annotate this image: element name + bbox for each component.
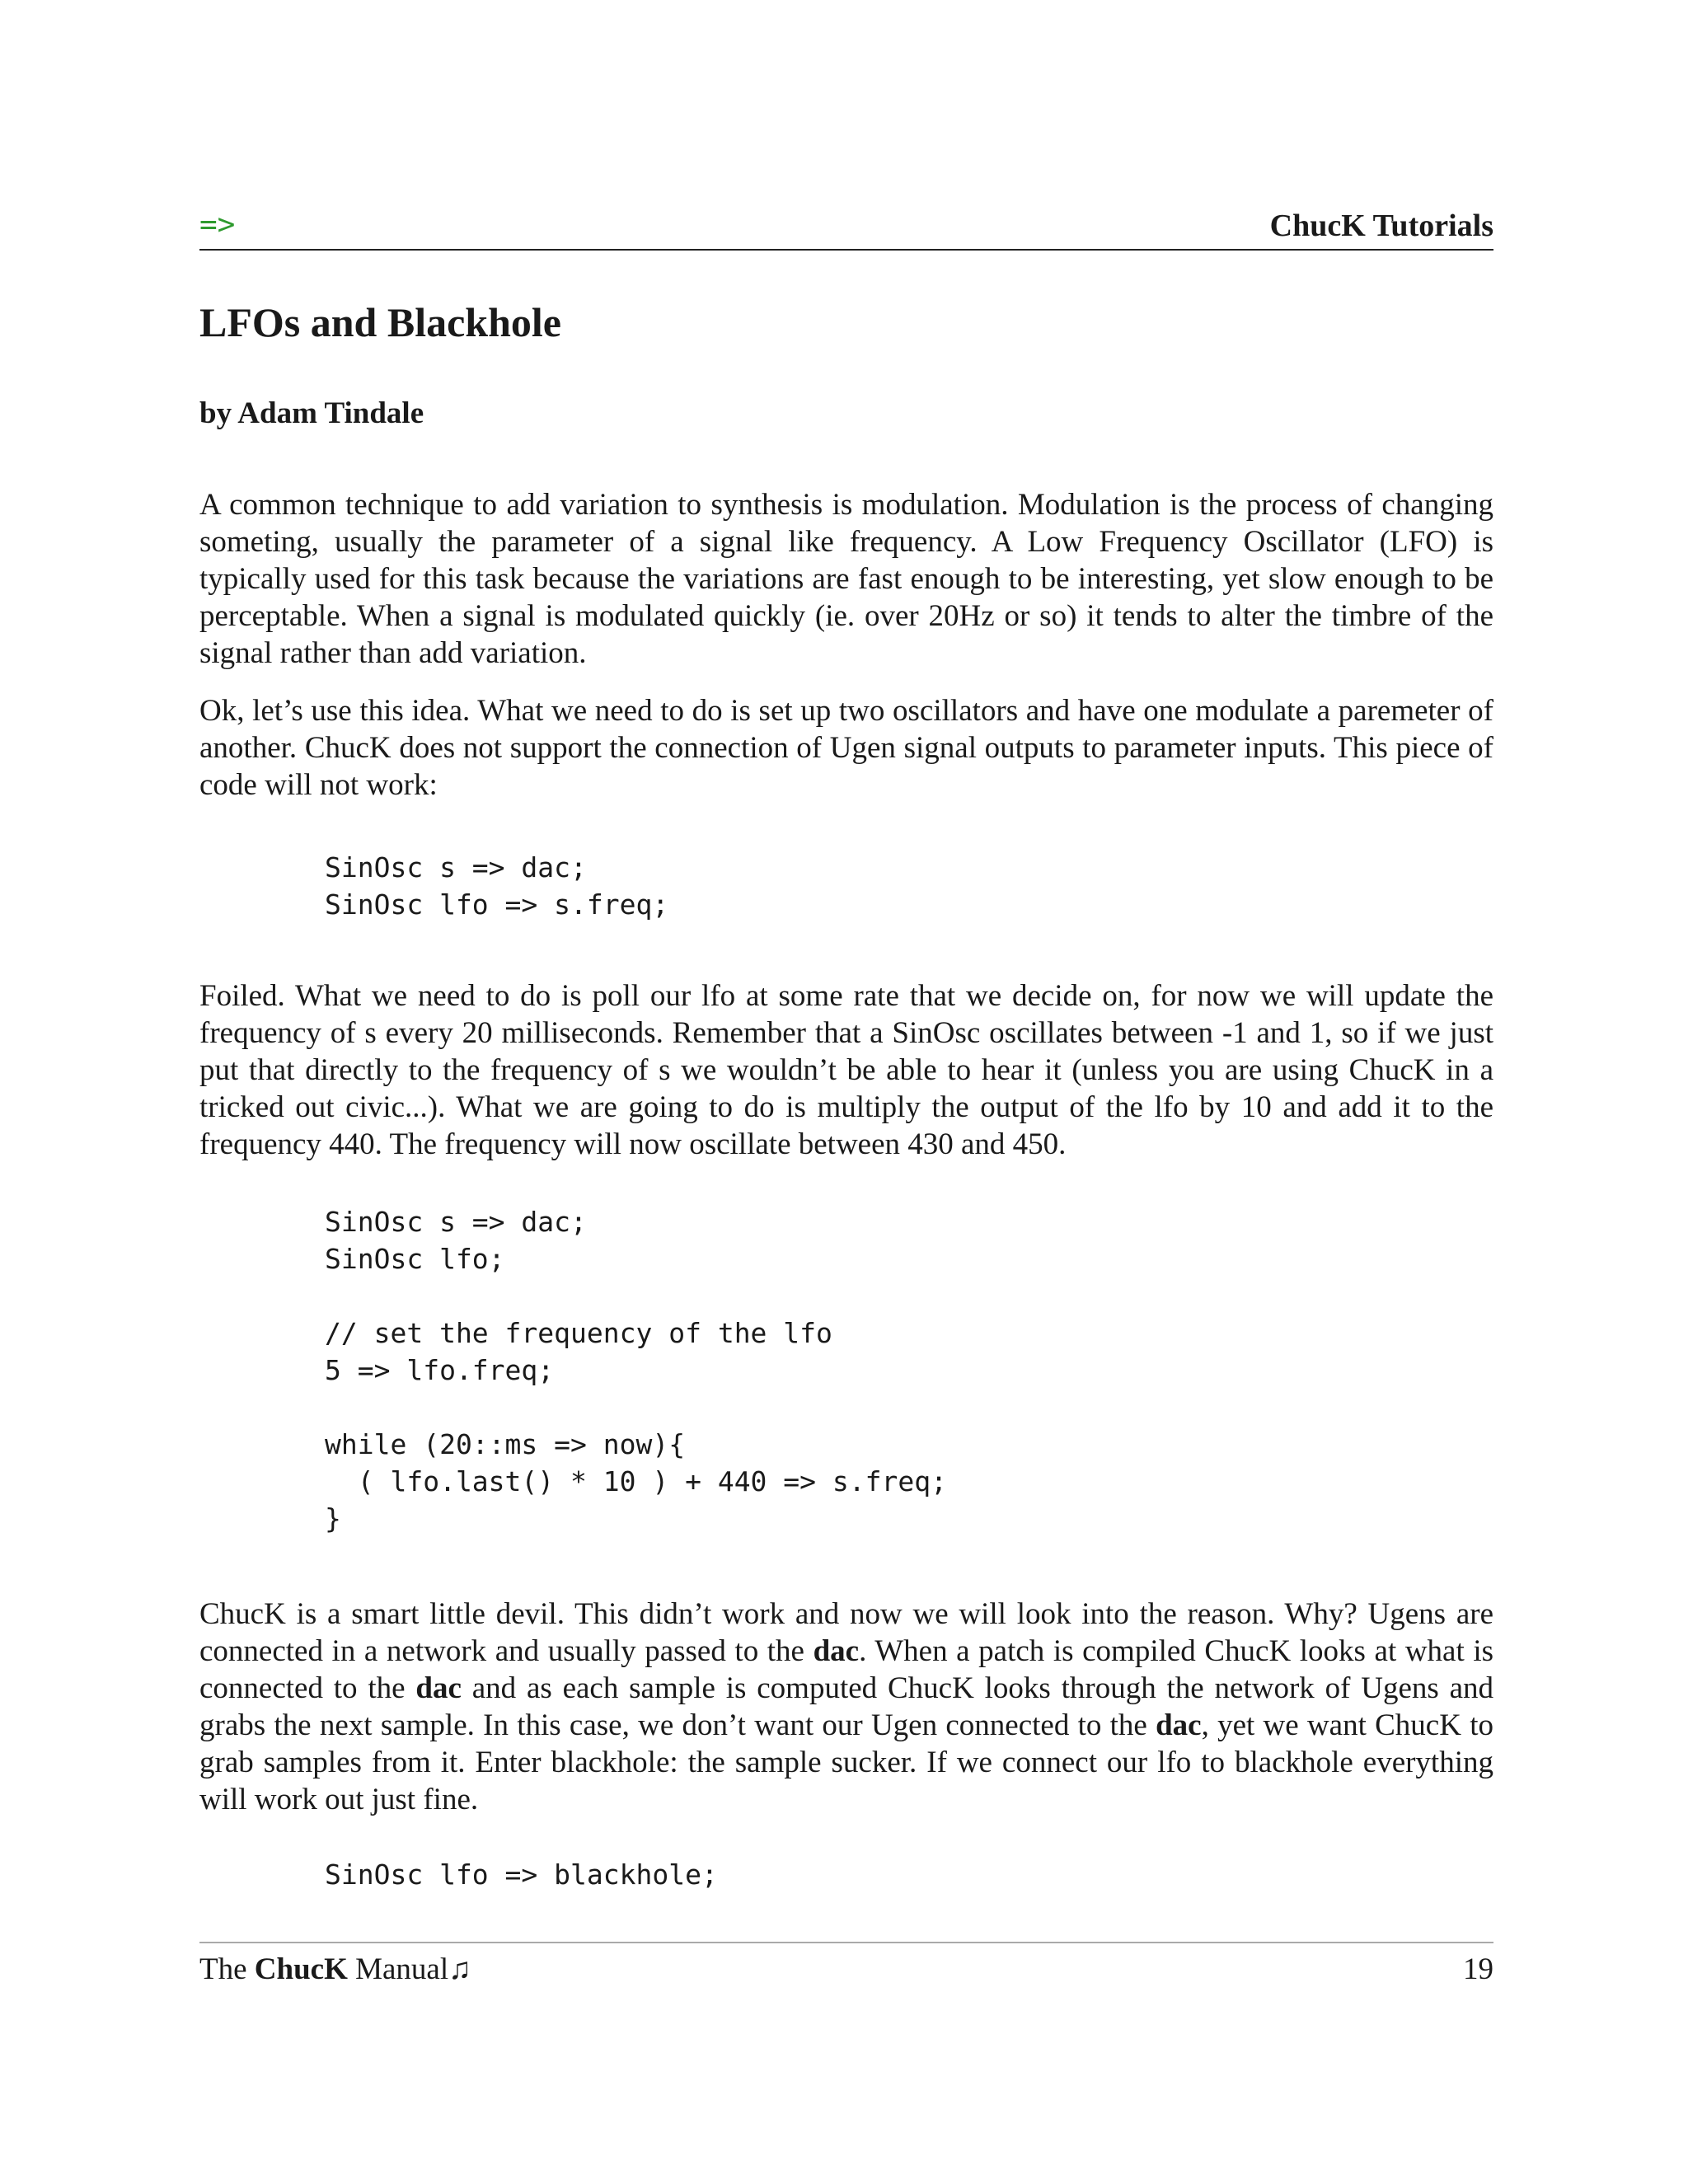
footer-brand: ChucK: [254, 1952, 348, 1986]
paragraph-foiled: Foiled. What we need to do is poll our lfo at some rate that we decide on, for now we will update the frequency of s every 20 milliseconds. Remember that a SinOsc oscillates between -1 and 1, so if we just put that directly to the frequency of s we wouldn’t be able to hear it (unless you are using ChucK in a tricked out civic...). What we are going to do is multiply the output of the lfo by 10 and add it to the frequency 440. The frequency will now oscillate between 430 and 450.: [199, 979, 1493, 1161]
page-number: 19: [1463, 1952, 1493, 1986]
paragraph-text: . When a patch is compiled ChucK looks at what is connected to the: [199, 1634, 1493, 1705]
paragraph-text: , yet we want ChucK to grab samples from it. Enter blackhole: the sample sucker. If we connect our lfo to blackhole everything will work out just fine.: [199, 1708, 1493, 1816]
footer-divider: [199, 1942, 1493, 1943]
paragraph-text: ChucK is a smart little devil. This didn’t work and now we will look into the reason. Why? Ugens are connected in a network and usually passed to the: [199, 1597, 1493, 1668]
footer-text: The: [199, 1952, 255, 1986]
chuck-arrow-logo: =>: [199, 208, 236, 241]
paragraph-intro: A common technique to add variation to synthesis is modulation. Modulation is the process of changing someting, usually the parameter of a signal like frequency. A Low Frequency Oscillator (LFO) is typically used for this task because the variations are fast enough to be interesting, yet slow enough to be perceptable. When a signal is modulated quickly (ie. over 20Hz or so) it tends to alter the timbre of the signal rather than add variation.: [199, 488, 1493, 670]
header-title: ChucK Tutorials: [1269, 209, 1493, 243]
dac-keyword: dac: [415, 1671, 462, 1705]
code-block-polling: SinOsc s => dac; SinOsc lfo; // set the frequency of the lfo 5 => lfo.freq; while (20::ms => now){ ( lfo.last() * 10 ) + 440 => s.freq; }: [325, 1206, 947, 1535]
footer-manual-title: [199, 1952, 471, 1987]
paragraph-text: and as each sample is computed ChucK looks through the network of Ugens and grabs the next sample. In this case, we don’t want our Ugen connected to the: [199, 1671, 1493, 1742]
code-block-blackhole: SinOsc lfo => blackhole;: [325, 1858, 718, 1891]
footer-text: Manual♫: [347, 1952, 471, 1986]
section-title: LFOs and Blackhole: [199, 299, 561, 345]
author-byline: by Adam Tindale: [199, 396, 424, 430]
paragraph-idea: Ok, let’s use this idea. What we need to do is set up two oscillators and have one modulate a paremeter of another. ChucK does not support the connection of Ugen signal outputs to parameter inputs. This piece of code will not work:: [199, 694, 1493, 802]
dac-keyword: dac: [813, 1634, 860, 1668]
code-block-not-working: SinOsc s => dac; SinOsc lfo => s.freq;: [325, 851, 669, 921]
dac-keyword: dac: [1156, 1708, 1202, 1742]
paragraph-blackhole: [199, 1596, 1493, 1818]
running-header: [199, 203, 1493, 251]
